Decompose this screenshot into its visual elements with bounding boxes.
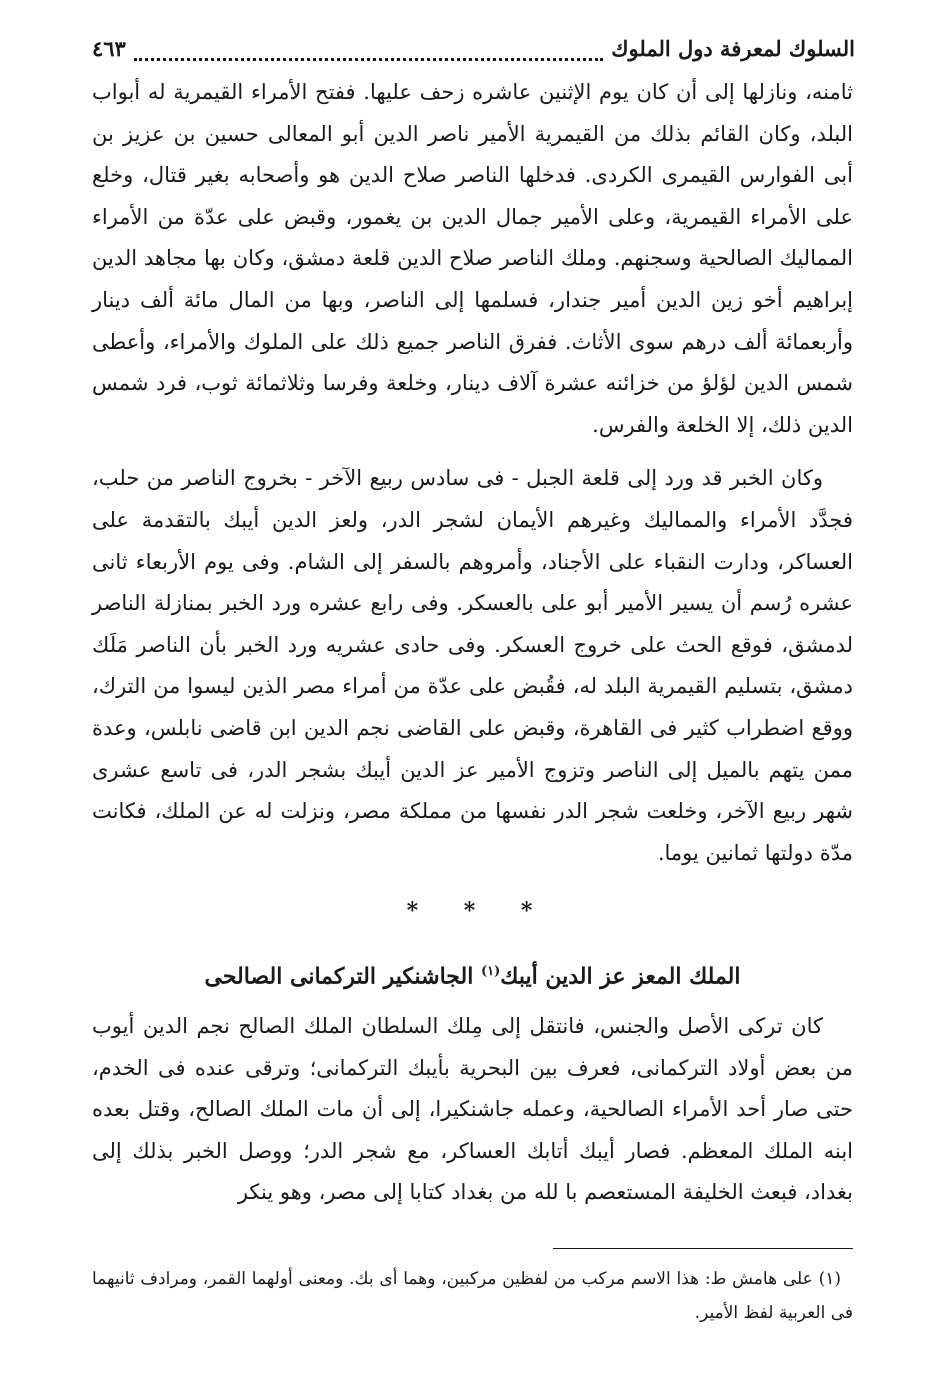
- running-header: [92, 30, 855, 66]
- footnote-text: (١) على هامش ط: هذا الاسم مركب من لفظين مركبين، وهما أى بك. ومعنى أولهما القمر، ومرادف ثانيهما فى العربية لفظ الأمير.: [92, 1269, 853, 1323]
- page-number: ٤٦٣: [92, 35, 126, 61]
- paragraph: وكان الخبر قد ورد إلى قلعة الجبل - فى سادس ربيع الآخر - بخروج الناصر من حلب، فجدَّد الأمراء والمماليك وغيرهم الأيمان لشجر الدر، ولعز الدين أيبك بالتقدمة على العساكر، ودارت النقباء على الأجناد، وأمروهم بالسفر إلى الشام. وفى يوم الأربعاء ثانى عشره رُسم أن يسير الأمير أبو على بالعسكر. وفى رابع عشره ورد الخبر بمنازلة الناصر لدمشق، فوقع الحث على خروج العسكر. وفى حادى عشريه ورد الخبر بأن الناصر مَلَك دمشق، بتسليم القيمرية البلد له، فقُبض على عدّة من أمراء مصر الذين ليسوا من الترك، ووقع اضطراب كثير فى القاهرة، وقبض على القاضى نجم الدين ابن قاضى نابلس، وعدة ممن يتهم بالميل إلى الناصر وتزوج الأمير عز الدين أيبك بشجر الدر، فى تاسع عشرى شهر ربيع الآخر، وخلعت شجر الدر نفسها من مملكة مصر، ونزلت له عن الملك، فكانت مدّة دولتها ثمانين يوما.: [92, 466, 853, 865]
- footnote-reference[interactable]: (١): [481, 964, 501, 979]
- section-heading-title: الملك المعز عز الدين أيبك: [500, 963, 741, 990]
- section-heading-suffix: الجاشنكير التركمانى الصالحى: [204, 963, 474, 990]
- footnote-divider: [553, 1248, 853, 1249]
- paragraph: كان تركى الأصل والجنس، فانتقل إلى مِلك السلطان الملك الصالح نجم الدين أيوب من بعض أولاد التركمانى، فعرف بين البحرية بأيبك التركمانى؛ وترقى عنده فى الخدم، حتى صار أحد الأمراء الصالحية، وعمله جاشنكيرا، إلى أن مات الملك الصالح، وقتل بعده ابنه الملك المعظم. فصار أيبك أتابك العساكر، مع شجر الدر؛ ووصل الخبر بذلك إلى بغداد، فبعث الخليفة المستعصم با لله من بغداد كتابا إلى مصر، وهو ينكر: [92, 1014, 853, 1205]
- header-dot-leader: [134, 36, 603, 61]
- section-body: [92, 1006, 853, 1214]
- main-text: [92, 72, 853, 874]
- section-heading: [92, 950, 853, 998]
- header-title: السلوك لمعرفة دول الملوك: [611, 35, 855, 61]
- footnote: [92, 1262, 853, 1330]
- section-separator: * * *: [406, 898, 539, 924]
- paragraph: ثامنه، ونازلها إلى أن كان يوم الإثنين عاشره زحف عليها. ففتح الأمراء القيمرية له أبواب البلد، وكان القائم بذلك من القيمرية الأمير ناصر الدين أبو المعالى حسين بن عزيز بن أبى الفوارس القيمرى الكردى. فدخلها الناصر صلاح الدين هو وأصحابه بغير قتال، وخلع على الأمراء القيمرية، وعلى الأمير جمال الدين بن يغمور، وقبض على عدّة من الأمراء المماليك الصالحية وسجنهم. وملك الناصر صلاح الدين قلعة دمشق، وكان بها مجاهد الدين إبراهيم أخو زين الدين أمير جندار، فسلمها إلى الناصر، وبها من المال مائة ألف دينار وأربعمائة ألف درهم سوى الأثاث. ففرق الناصر جميع ذلك على الملوك والأمراء، وأعطى شمس الدين لؤلؤ من خزائنه عشرة آلاف دينار، وخلعة وفرسا وثلاثمائة ثوب، فرد شمس الدين ذلك، إلا الخلعة والفرس.: [92, 80, 853, 437]
